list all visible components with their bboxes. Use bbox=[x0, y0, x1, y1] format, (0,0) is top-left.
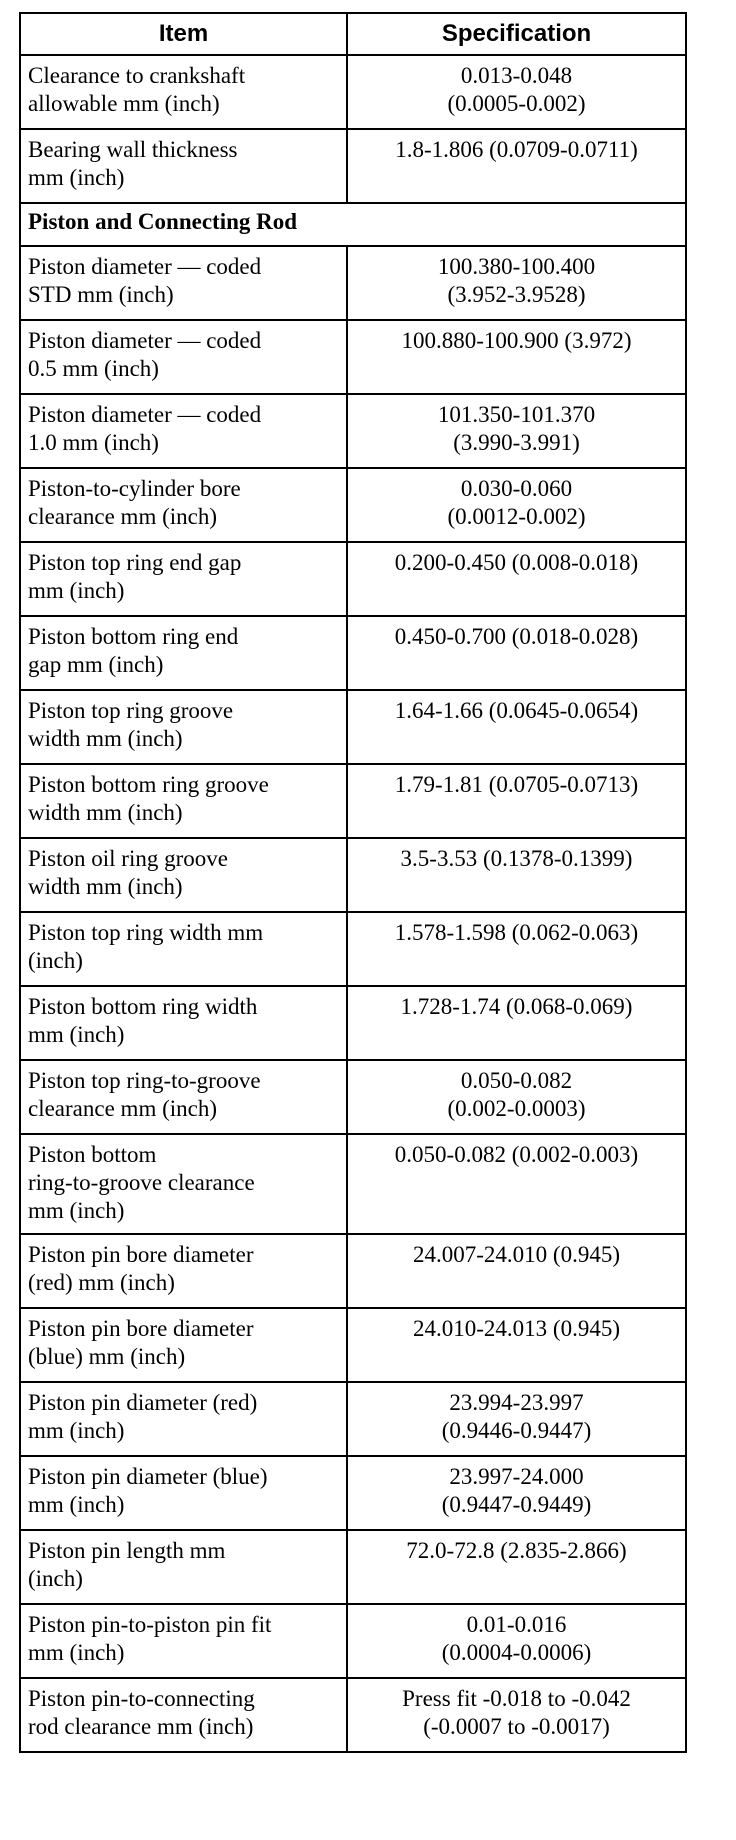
item-line: Piston diameter — coded bbox=[28, 254, 262, 279]
spec-line: 24.010-24.013 (0.945) bbox=[413, 1316, 620, 1341]
spec-line: (3.952-3.9528) bbox=[447, 282, 586, 307]
item-cell bbox=[20, 129, 347, 203]
spec-cell bbox=[347, 1530, 686, 1604]
spec-line: 0.050-0.082 (0.002-0.003) bbox=[394, 1142, 639, 1167]
spec-line: 23.997-24.000 bbox=[449, 1464, 584, 1489]
table-row bbox=[20, 690, 686, 764]
spec-cell bbox=[347, 912, 686, 986]
item-cell bbox=[20, 986, 347, 1060]
item-line: width mm (inch) bbox=[28, 874, 183, 899]
spec-cell bbox=[347, 1678, 686, 1752]
spec-cell bbox=[347, 1308, 686, 1382]
item-line: mm (inch) bbox=[28, 578, 125, 603]
spec-line: (-0.0007 to -0.0017) bbox=[423, 1714, 610, 1739]
table-row bbox=[20, 1234, 686, 1308]
spec-cell bbox=[347, 838, 686, 912]
item-line: Piston pin-to-connecting bbox=[28, 1686, 255, 1711]
item-line: ring-to-groove clearance bbox=[28, 1170, 255, 1195]
item-cell bbox=[20, 542, 347, 616]
table-row bbox=[20, 1456, 686, 1530]
table-row bbox=[20, 394, 686, 468]
spec-line: (0.0004-0.0006) bbox=[441, 1640, 592, 1665]
table-row bbox=[20, 320, 686, 394]
spec-line: 100.380-100.400 bbox=[437, 254, 596, 279]
spec-line: 0.200-0.450 (0.008-0.018) bbox=[394, 550, 639, 575]
item-line: Piston top ring width mm bbox=[28, 920, 264, 945]
spec-line: 0.01-0.016 bbox=[466, 1612, 567, 1637]
item-cell bbox=[20, 1134, 347, 1234]
item-line: clearance mm (inch) bbox=[28, 1096, 217, 1121]
spec-cell bbox=[347, 986, 686, 1060]
spec-line: 1.79-1.81 (0.0705-0.0713) bbox=[394, 772, 639, 797]
table-row bbox=[20, 764, 686, 838]
table-row bbox=[20, 616, 686, 690]
item-line: Piston pin bore diameter bbox=[28, 1316, 254, 1341]
table-row bbox=[20, 1530, 686, 1604]
table-row bbox=[20, 1134, 686, 1234]
table-row bbox=[20, 468, 686, 542]
item-line: mm (inch) bbox=[28, 165, 125, 190]
item-cell bbox=[20, 1308, 347, 1382]
item-line: 0.5 mm (inch) bbox=[28, 356, 159, 381]
item-line: Piston oil ring groove bbox=[28, 846, 228, 871]
item-line: clearance mm (inch) bbox=[28, 504, 217, 529]
item-line: STD mm (inch) bbox=[28, 282, 174, 307]
item-line: mm (inch) bbox=[28, 1198, 125, 1223]
item-cell bbox=[20, 1382, 347, 1456]
table-row bbox=[20, 1382, 686, 1456]
item-cell bbox=[20, 1456, 347, 1530]
spec-line: 1.64-1.66 (0.0645-0.0654) bbox=[394, 698, 639, 723]
item-line: Piston diameter — coded bbox=[28, 402, 262, 427]
table-row bbox=[20, 1308, 686, 1382]
spec-cell bbox=[347, 129, 686, 203]
item-line: Piston top ring-to-groove bbox=[28, 1068, 261, 1093]
table-row bbox=[20, 246, 686, 320]
item-cell bbox=[20, 690, 347, 764]
spec-table bbox=[19, 12, 687, 1753]
spec-line: (0.0012-0.002) bbox=[447, 504, 586, 529]
table-row bbox=[20, 542, 686, 616]
spec-line: 0.450-0.700 (0.018-0.028) bbox=[394, 624, 639, 649]
bearing-rows bbox=[20, 55, 686, 203]
item-line: Piston top ring end gap bbox=[28, 550, 242, 575]
item-line: Piston pin bore diameter bbox=[28, 1242, 254, 1267]
item-cell bbox=[20, 838, 347, 912]
section-title: Piston and Connecting Rod bbox=[20, 203, 686, 246]
section-row bbox=[20, 203, 686, 246]
spec-line: 23.994-23.997 bbox=[449, 1390, 584, 1415]
item-line: width mm (inch) bbox=[28, 726, 183, 751]
table-row bbox=[20, 55, 686, 129]
spec-line: (0.9446-0.9447) bbox=[441, 1418, 592, 1443]
table-row bbox=[20, 1678, 686, 1752]
item-cell bbox=[20, 1678, 347, 1752]
piston-rows bbox=[20, 246, 686, 1752]
item-line: mm (inch) bbox=[28, 1492, 125, 1517]
spec-line: 24.007-24.010 (0.945) bbox=[413, 1242, 620, 1267]
item-line: mm (inch) bbox=[28, 1022, 125, 1047]
spec-line: Press fit -0.018 to -0.042 bbox=[402, 1686, 631, 1711]
table-row bbox=[20, 1060, 686, 1134]
item-cell bbox=[20, 246, 347, 320]
spec-line: 101.350-101.370 bbox=[437, 402, 596, 427]
item-line: width mm (inch) bbox=[28, 800, 183, 825]
item-line: (red) mm (inch) bbox=[28, 1270, 175, 1295]
table-row bbox=[20, 838, 686, 912]
spec-cell bbox=[347, 1604, 686, 1678]
spec-cell bbox=[347, 616, 686, 690]
spec-line: 100.880-100.900 (3.972) bbox=[401, 328, 632, 353]
spec-line: (0.9447-0.9449) bbox=[441, 1492, 592, 1517]
item-line: gap mm (inch) bbox=[28, 652, 164, 677]
item-cell bbox=[20, 616, 347, 690]
spec-line: (3.990-3.991) bbox=[453, 430, 580, 455]
item-line: (inch) bbox=[28, 948, 83, 973]
spec-cell bbox=[347, 246, 686, 320]
spec-cell bbox=[347, 468, 686, 542]
spec-line: 0.050-0.082 bbox=[460, 1068, 573, 1093]
specification-column-header: Specification bbox=[347, 13, 686, 55]
item-line: Piston diameter — coded bbox=[28, 328, 262, 353]
spec-line: 72.0-72.8 (2.835-2.866) bbox=[406, 1538, 627, 1563]
spec-cell bbox=[347, 542, 686, 616]
item-line: mm (inch) bbox=[28, 1418, 125, 1443]
item-line: allowable mm (inch) bbox=[28, 91, 220, 116]
spec-line: 1.578-1.598 (0.062-0.063) bbox=[394, 920, 639, 945]
item-cell bbox=[20, 320, 347, 394]
item-line: rod clearance mm (inch) bbox=[28, 1714, 254, 1739]
item-line: Piston-to-cylinder bore bbox=[28, 476, 241, 501]
item-line: Piston pin length mm bbox=[28, 1538, 226, 1563]
item-cell bbox=[20, 912, 347, 986]
item-line: Bearing wall thickness bbox=[28, 137, 238, 162]
spec-line: 0.030-0.060 bbox=[460, 476, 573, 501]
item-line: Piston bottom ring width bbox=[28, 994, 258, 1019]
item-cell bbox=[20, 764, 347, 838]
item-line: Piston top ring groove bbox=[28, 698, 234, 723]
table-row bbox=[20, 986, 686, 1060]
item-line: Piston bottom ring end bbox=[28, 624, 239, 649]
item-line: Piston pin-to-piston pin fit bbox=[28, 1612, 272, 1637]
item-line: Piston bottom bbox=[28, 1142, 157, 1167]
spec-line: (0.002-0.0003) bbox=[447, 1096, 586, 1121]
item-column-header: Item bbox=[20, 13, 347, 55]
section-group bbox=[20, 203, 686, 246]
header-row bbox=[20, 13, 686, 55]
item-cell bbox=[20, 1604, 347, 1678]
spec-cell bbox=[347, 1234, 686, 1308]
item-cell bbox=[20, 468, 347, 542]
spec-line: 1.8-1.806 (0.0709-0.0711) bbox=[395, 137, 638, 162]
spec-line: 3.5-3.53 (0.1378-0.1399) bbox=[400, 846, 633, 871]
item-line: Piston bottom ring groove bbox=[28, 772, 269, 797]
item-line: (inch) bbox=[28, 1566, 83, 1591]
item-cell bbox=[20, 55, 347, 129]
spec-line: 0.013-0.048 bbox=[460, 63, 573, 88]
spec-cell bbox=[347, 1456, 686, 1530]
item-cell bbox=[20, 1060, 347, 1134]
spec-cell bbox=[347, 1382, 686, 1456]
item-cell bbox=[20, 1234, 347, 1308]
spec-line: (0.0005-0.002) bbox=[447, 91, 586, 116]
item-line: Clearance to crankshaft bbox=[28, 63, 246, 88]
spec-cell bbox=[347, 764, 686, 838]
spec-cell bbox=[347, 1060, 686, 1134]
spec-cell bbox=[347, 55, 686, 129]
spec-line: 1.728-1.74 (0.068-0.069) bbox=[400, 994, 633, 1019]
item-line: Piston pin diameter (blue) bbox=[28, 1464, 268, 1489]
spec-cell bbox=[347, 690, 686, 764]
item-line: Piston pin diameter (red) bbox=[28, 1390, 258, 1415]
item-cell bbox=[20, 394, 347, 468]
item-line: mm (inch) bbox=[28, 1640, 125, 1665]
item-line: (blue) mm (inch) bbox=[28, 1344, 186, 1369]
item-cell bbox=[20, 1530, 347, 1604]
item-line: 1.0 mm (inch) bbox=[28, 430, 159, 455]
spec-cell bbox=[347, 1134, 686, 1234]
table-row bbox=[20, 129, 686, 203]
spec-cell bbox=[347, 394, 686, 468]
table-row bbox=[20, 912, 686, 986]
table-row bbox=[20, 1604, 686, 1678]
spec-cell bbox=[347, 320, 686, 394]
